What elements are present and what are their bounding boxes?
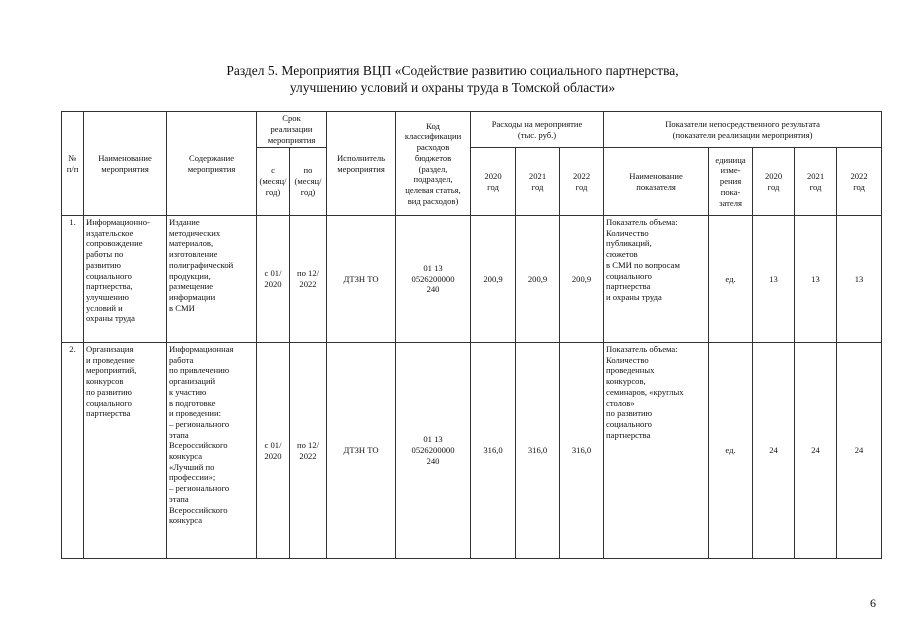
header-exp-2021: 2021 год [516,148,560,216]
header-executor: Исполнитель мероприятия [327,112,396,216]
row-num: 2. [62,343,84,559]
header-ind-name: Наименование показателя [604,148,709,216]
header-indicators: Показатели непосредственного результата (показатели реализации мероприятия) [604,112,882,148]
row-term-to: по 12/ 2022 [290,216,327,343]
row-ind-name: Показатель объема: Количество публикаций, сюжетов в СМИ по вопросам социального партнерства и охраны труда [604,216,709,343]
header-ind-2021: 2021 год [795,148,837,216]
header-term: Срок реализации мероприятия [257,112,327,148]
header-name: Наименование мероприятия [84,112,167,216]
header-ind-2022: 2022 год [837,148,882,216]
table-row [62,343,882,559]
row-name: Информационно- издательское сопровождение работы по развитию социального партнерства, улучшению условий и охраны труда [84,216,167,343]
header-content: Содержание мероприятия [167,112,257,216]
header-expenses: Расходы на мероприятие (тыс. руб.) [471,112,604,148]
row-executor: ДТЗН ТО [327,216,396,343]
row-exp-2021: 200,9 [516,216,560,343]
row-name: Организация и проведение мероприятий, конкурсов по развитию социального партнерства [84,343,167,559]
row-exp-2021: 316,0 [516,343,560,559]
row-content: Издание методических материалов, изготовление полиграфической продукции, размещение информации в СМИ [167,216,257,343]
table-row [62,216,882,343]
row-exp-2020: 316,0 [471,343,516,559]
row-ind-2022: 13 [837,216,882,343]
header-row-top [62,112,882,148]
header-exp-2022: 2022 год [560,148,604,216]
row-ind-2020: 13 [753,216,795,343]
row-content: Информационная работа по привлечению организаций к участию в подготовке и проведении: – регионального этапа Всероссийского конкурса «Лучший по профессии»; – регионального этапа Всероссийского конкурса [167,343,257,559]
header-code: Код классификации расходов бюджетов (раздел, подраздел, целевая статья, вид расходов) [396,112,471,216]
header-ind-unit: единица изме- рения пока- зателя [709,148,753,216]
activities-table [61,111,882,559]
row-ind-2021: 24 [795,343,837,559]
row-code: 01 13 0526200000 240 [396,343,471,559]
row-ind-name: Показатель объема: Количество проведенных конкурсов, семинаров, «круглых столов» по развитию социального партнерства [604,343,709,559]
row-exp-2022: 200,9 [560,216,604,343]
row-ind-unit: ед. [709,343,753,559]
row-num: 1. [62,216,84,343]
header-exp-2020: 2020 год [471,148,516,216]
row-ind-2022: 24 [837,343,882,559]
section-title [0,62,905,96]
header-term-from: с (месяц/ год) [257,148,290,216]
section-title-line-2: улучшению условий и охраны труда в Томской области» [289,80,616,95]
row-ind-2020: 24 [753,343,795,559]
row-term-from: с 01/ 2020 [257,216,290,343]
row-term-from: с 01/ 2020 [257,343,290,559]
header-ind-2020: 2020 год [753,148,795,216]
header-num: № п/п [62,112,84,216]
row-ind-unit: ед. [709,216,753,343]
row-exp-2020: 200,9 [471,216,516,343]
row-ind-2021: 13 [795,216,837,343]
row-term-to: по 12/ 2022 [290,343,327,559]
row-code: 01 13 0526200000 240 [396,216,471,343]
page-number: 6 [870,596,876,610]
row-executor: ДТЗН ТО [327,343,396,559]
section-title-line-1: Раздел 5. Мероприятия ВЦП «Содействие развитию социального партнерства, [226,63,679,78]
row-exp-2022: 316,0 [560,343,604,559]
header-term-to: по (месяц/ год) [290,148,327,216]
